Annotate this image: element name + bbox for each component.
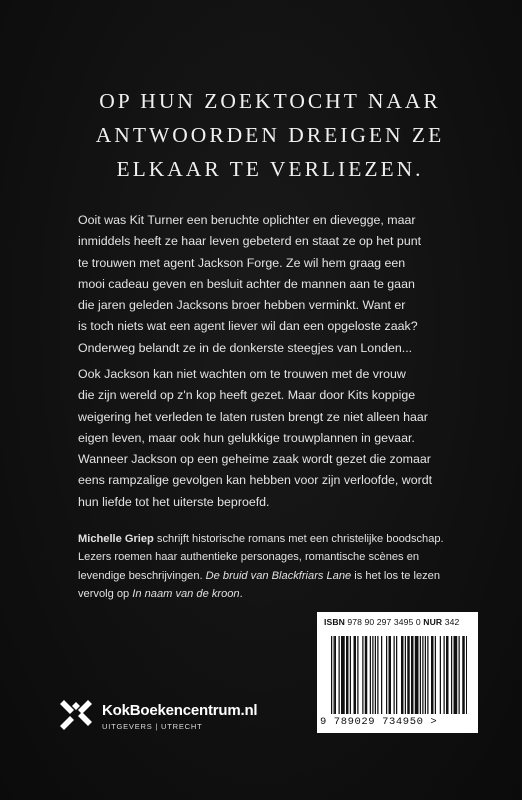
isbn-number: 978 90 297 3495 0 [344,617,424,627]
barcode-bar [446,636,449,714]
barcode-icon [331,636,469,716]
blurb-paragraph-1 [78,210,458,359]
barcode-bar [341,636,345,714]
barcode-bar [401,636,404,714]
barcode-bar [386,636,387,714]
barcode-bar [334,636,335,714]
barcode-digits: 9 789029 734950 > [320,716,438,728]
barcode-bar [381,636,382,714]
barcode-bar [377,636,378,714]
barcode-bar [331,636,332,714]
bio-line [78,530,478,548]
barcode-bar [454,636,458,714]
blurb-line: Ooit was Kit Turner een beruchte oplichter en dievegge, maar [78,213,416,227]
barcode-bar [427,636,428,714]
book-title: In naam van de kroon [132,588,240,601]
barcode-bar [425,636,426,714]
barcode-bar [415,636,419,714]
barcode-bar [407,636,410,714]
blurb-line: hun liefde tot het uiterste beproefd. [78,494,270,509]
barcode-bar [405,636,406,714]
bio-line [78,585,478,603]
blurb-line: Ook Jackson kan niet wachten om te trouwen met de vrouw [78,367,406,381]
bio-text: schrijft historische romans met een christelijke boodschap. [153,533,444,545]
barcode-bar [462,636,465,714]
barcode-bar [396,636,397,714]
barcode-bar [375,636,376,714]
barcode-bar [365,636,368,714]
headline [60,84,480,186]
blurb-line: te trouwen met agent Jackson Forge. Ze wil hem graag een [78,255,406,270]
barcode-bar [339,636,340,714]
bio-text: . [239,588,243,601]
barcode-bar [444,636,445,714]
barcode-bar [346,636,349,714]
isbn-label: ISBN [324,617,345,627]
blurb-line: die jaren geleden Jacksons broer hebben verminkt. Want er [78,298,406,313]
bio-line: Lezers roemen haar authentieke personages, romantische scènes en [78,551,420,564]
barcode-bar [411,636,414,714]
barcode-bar [394,636,395,714]
headline-line: ELKAAR TE VERLIEZEN. [116,157,424,181]
blurb-line: die zijn wereld op z'n kop heeft gezet. Maar door Kits koppige [78,388,416,403]
publisher-mark-icon [58,696,94,732]
barcode-bar [420,636,421,714]
blurb-line: mooi cadeau geven en besluit achter de mannen aan te gaan [78,276,415,291]
blurb-line: is toch niets wat een agent liever wil dan een opgeloste zaak? [78,319,418,334]
barcode-bar [370,636,371,714]
barcode-bar [357,636,358,714]
headline-line: ANTWOORDEN DREIGEN ZE [95,123,445,147]
barcode-bar [350,636,351,714]
barcode-bar [459,636,460,714]
bio-text: levendige beschrijvingen. [78,569,206,582]
barcode-label [317,612,478,733]
blurb-line: inmiddels heeft ze haar leven gebeterd en staat ze op het punt [78,234,422,249]
nur-value: 342 [442,617,460,627]
publisher-location: UITGEVERS | UTRECHT [102,722,203,731]
bio-text: vervolg op [78,588,133,601]
barcode-bar [362,636,363,714]
barcode-bar [440,636,441,714]
blurb-line: Wanneer Jackson op een geheime zaak wordt gezet die zomaar [78,452,431,467]
barcode-bar [389,636,392,714]
barcode-bar [354,636,357,714]
blurb-line: eens rampzalige gevolgen kan hebben voor zijn verloofde, wordt [78,473,433,488]
author-bio [78,530,478,604]
isbn-line [324,617,459,627]
nur-label: NUR [423,617,443,627]
bio-text: is het los te lezen [351,569,441,582]
book-title: De bruid van Blackfriars Lane [205,569,352,582]
barcode-bar [466,636,467,714]
blurb-line: eigen leven, maar ook hun gelukkige trouwplannen in gevaar. [78,430,415,445]
publisher-name: KokBoekencentrum.nl [102,702,258,719]
barcode-bar [435,636,436,714]
blurb-line: weigering het verleden te laten rusten brengt ze niet alleen haar [78,409,428,424]
barcode-bar [335,636,336,714]
barcode-bar [451,636,452,714]
blurb-line: Onderweg belandt ze in de donkerste steegjes van Londen... [78,340,413,355]
headline-line: OP HUN ZOEKTOCHT NAAR [99,89,441,113]
blurb-paragraph-2 [78,364,458,513]
bio-line [78,567,478,585]
barcode-bar [422,636,423,714]
barcode-bar [431,636,434,714]
barcode-bar [372,636,373,714]
author-name: Michelle Griep [78,533,154,545]
publisher-logo [58,694,288,744]
